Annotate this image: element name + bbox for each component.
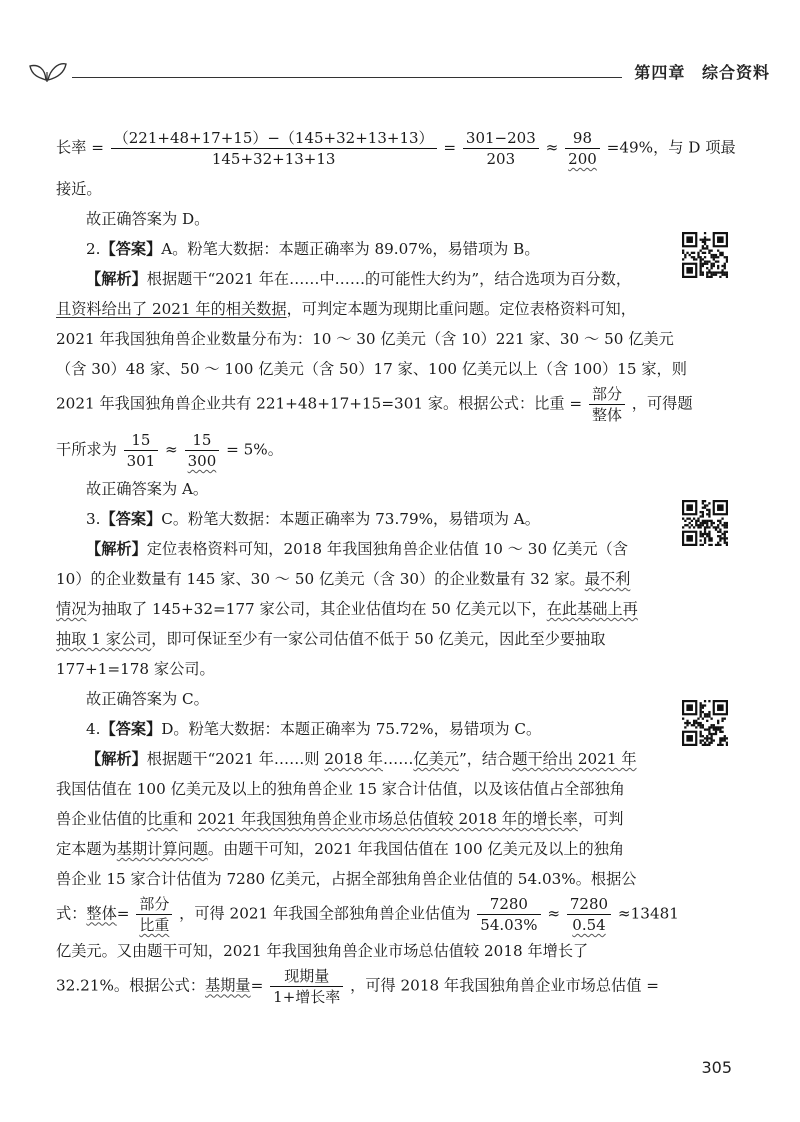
numerator: （221+48+17+15）−（145+32+13+13） — [111, 128, 437, 149]
numerator: 15 — [124, 430, 159, 451]
text: 根据题干“2021 年在……中……的可能性大约为”，结合选项为百分数， — [146, 270, 632, 288]
fraction — [270, 966, 343, 1007]
text-line — [56, 298, 636, 320]
chapter-name: 综合资料 — [701, 63, 770, 82]
wavy-underlined-text: 基期量 — [205, 976, 251, 995]
text-line — [56, 384, 693, 425]
fraction — [136, 894, 172, 935]
numerator: 98 — [565, 128, 600, 149]
text: 为抽取了 145+32=177 家公司，其企业估值均在 50 亿美元以下， — [86, 600, 547, 618]
text: =49%，与 D 项最 — [606, 138, 736, 157]
answer-line: 故正确答案为 D。 — [86, 210, 210, 228]
text: 兽企业估值的 — [56, 810, 148, 828]
numerator: 7280 — [567, 894, 611, 915]
text: = — [250, 976, 264, 995]
answer-line: 故正确答案为 A。 — [86, 480, 209, 498]
text: 32.21%。根据公式： — [56, 976, 206, 995]
fraction — [463, 128, 539, 169]
text-line — [56, 598, 638, 620]
qr-code-icon[interactable] — [682, 500, 728, 546]
fraction — [567, 894, 611, 935]
text: 干所求为 — [56, 440, 117, 459]
text: ，可得题 — [631, 394, 693, 413]
bracket: 【 — [86, 270, 102, 288]
bracket: 】 — [131, 540, 147, 558]
text: ”，结合 — [458, 750, 513, 768]
header-rule — [72, 77, 622, 78]
text: 定位表格资料可知，2018 年我国独角兽企业估值 10 ～ 30 亿美元（含 — [146, 540, 628, 558]
wavy-underlined-text: 2021 年我国独角兽企业市场总估值较 2018 年的增长率 — [197, 810, 578, 828]
text-line: 我国估值在 100 亿美元及以上的独角兽企业 15 家合计估值，以及该估值占全部独角 — [56, 780, 625, 798]
text-line: 2021 年我国独角兽企业数量分布为：10 ～ 30 亿美元（含 10）221 家、30 ～ 50 亿美元 — [56, 330, 674, 348]
text-line — [56, 628, 606, 650]
denominator: 200 — [568, 150, 597, 168]
text-line — [56, 568, 630, 590]
wavy-underlined-text: 抽取 1 家公司 — [56, 630, 152, 648]
denominator: 0.54 — [572, 916, 606, 934]
text: = 5%。 — [226, 440, 283, 459]
text: A。粉笔大数据：本题正确率为 89.07%，易错项为 B。 — [161, 240, 540, 258]
text-line — [56, 894, 679, 935]
numerator: 301−203 — [463, 128, 539, 149]
text-line — [56, 966, 659, 1007]
question-number: 3. — [86, 510, 101, 528]
wavy-underlined-text: 亿美元 — [413, 750, 459, 768]
numerator: 15 — [185, 430, 220, 451]
text-line — [86, 748, 637, 770]
chapter-title — [634, 60, 770, 83]
denominator: 1+增长率 — [273, 988, 341, 1006]
underlined-text: 且资料给出了 2021 年的相关数据 — [56, 300, 287, 318]
text: 10）的企业数量有 145 家、30 ～ 50 亿美元（含 30）的企业数量有 32 家。 — [56, 570, 585, 588]
text-line: 接近。 — [56, 180, 102, 198]
text-line: （含 30）48 家、50 ～ 100 亿美元（含 50）17 家、100 亿美元以上（含 100）15 家，则 — [56, 360, 687, 378]
numerator: 部分 — [136, 894, 172, 915]
denominator: 301 — [126, 452, 156, 470]
denominator: 54.03% — [480, 916, 538, 934]
wavy-underlined-text: 题干给出 2021 年 — [512, 750, 637, 768]
bracket: 【 — [86, 750, 102, 768]
bracket: 【 — [100, 510, 116, 528]
wavy-underlined-text: 情况 — [56, 600, 87, 618]
denominator: 整体 — [591, 406, 622, 424]
bracket: 【 — [100, 720, 116, 738]
bracket: 】 — [146, 720, 162, 738]
wavy-underlined-text: 最不利 — [584, 570, 631, 588]
text: 根据题干“2021 年……则 — [146, 750, 325, 768]
denominator: 比重 — [139, 916, 170, 934]
numerator: 7280 — [477, 894, 540, 915]
question-answer-4 — [86, 718, 541, 740]
fraction — [124, 430, 159, 471]
text-line — [86, 268, 631, 290]
text: 和 — [177, 810, 198, 828]
numerator: 部分 — [589, 384, 625, 405]
bracket: 【 — [100, 240, 116, 258]
text: ≈ — [547, 904, 561, 923]
text: C。粉笔大数据：本题正确率为 73.79%，易错项为 A。 — [161, 510, 540, 528]
text: = — [443, 138, 457, 157]
fraction — [589, 384, 625, 425]
answer-label: 答案 — [115, 240, 147, 258]
text-line: 亿美元。又由题干可知，2021 年我国独角兽企业市场总估值较 2018 年增长了 — [56, 942, 589, 960]
wavy-underlined-text: 基期计算问题 — [116, 840, 208, 858]
fraction — [565, 128, 600, 169]
page-header — [28, 58, 800, 88]
fraction — [477, 894, 540, 935]
text: ≈13481 — [617, 904, 679, 923]
text-line — [56, 838, 624, 860]
text: 定本题为 — [56, 840, 117, 858]
bracket: 【 — [86, 540, 102, 558]
question-answer-2 — [86, 238, 540, 260]
text: ，可得 2021 年我国全部独角兽企业估值为 — [179, 904, 471, 923]
text: ，可判 — [577, 810, 624, 828]
qr-code-icon[interactable] — [682, 700, 728, 746]
text: ，可判定本题为现期比重问题。定位表格资料可知， — [286, 300, 636, 318]
text-line — [56, 808, 623, 830]
text: = — [116, 904, 130, 923]
text: ，即可保证至少有一家公司估值不低于 50 亿美元，因此至少要抽取 — [151, 630, 606, 648]
qr-code-icon[interactable] — [682, 232, 728, 278]
analysis-label: 解析 — [101, 270, 132, 288]
bracket: 】 — [146, 510, 162, 528]
fraction — [111, 128, 437, 169]
answer-label: 答案 — [115, 720, 147, 738]
wavy-underlined-text: 整体 — [86, 904, 117, 923]
text-line — [56, 128, 736, 169]
text: 。由题干可知，2021 年我国估值在 100 亿美元及以上的独角 — [207, 840, 625, 858]
denominator: 300 — [187, 452, 217, 470]
question-number: 2. — [86, 240, 101, 258]
question-answer-3 — [86, 508, 540, 530]
text: ，可得 2018 年我国独角兽企业市场总估值 = — [350, 976, 659, 995]
text: ≈ — [545, 138, 559, 157]
bracket: 】 — [131, 750, 147, 768]
answer-label: 答案 — [115, 510, 147, 528]
text: 长率 = — [56, 138, 104, 157]
chapter-number: 第四章 — [634, 63, 686, 82]
text-line: 兽企业 15 家合计估值为 7280 亿美元，占据全部独角兽企业估值的 54.03%。根据公 — [56, 870, 637, 888]
bracket: 】 — [131, 270, 147, 288]
page-number: 305 — [701, 1058, 732, 1077]
wavy-underlined-text: 2018 年 — [324, 750, 383, 768]
analysis-label: 解析 — [101, 540, 132, 558]
fraction — [185, 430, 220, 471]
denominator: 145+32+13+13 — [211, 150, 336, 168]
wavy-underlined-text: 比重 — [147, 810, 178, 828]
text: D。粉笔大数据：本题正确率为 75.72%，易错项为 C。 — [161, 720, 542, 738]
text: ≈ — [165, 440, 178, 459]
text-line — [86, 538, 628, 560]
question-number: 4. — [86, 720, 101, 738]
text-line: 177+1=178 家公司。 — [56, 660, 215, 678]
wavy-underlined-text: 在此基础上再 — [546, 600, 638, 618]
numerator: 现期量 — [270, 966, 343, 987]
text: …… — [383, 750, 414, 768]
text-line — [56, 430, 283, 471]
text: 式： — [56, 904, 87, 923]
bracket: 】 — [146, 240, 162, 258]
sprout-leaf-icon — [28, 58, 68, 84]
answer-line: 故正确答案为 C。 — [86, 690, 209, 708]
denominator: 203 — [486, 150, 516, 168]
text: 2021 年我国独角兽企业共有 221+48+17+15=301 家。根据公式：比重 = — [56, 394, 583, 413]
analysis-label: 解析 — [101, 750, 132, 768]
